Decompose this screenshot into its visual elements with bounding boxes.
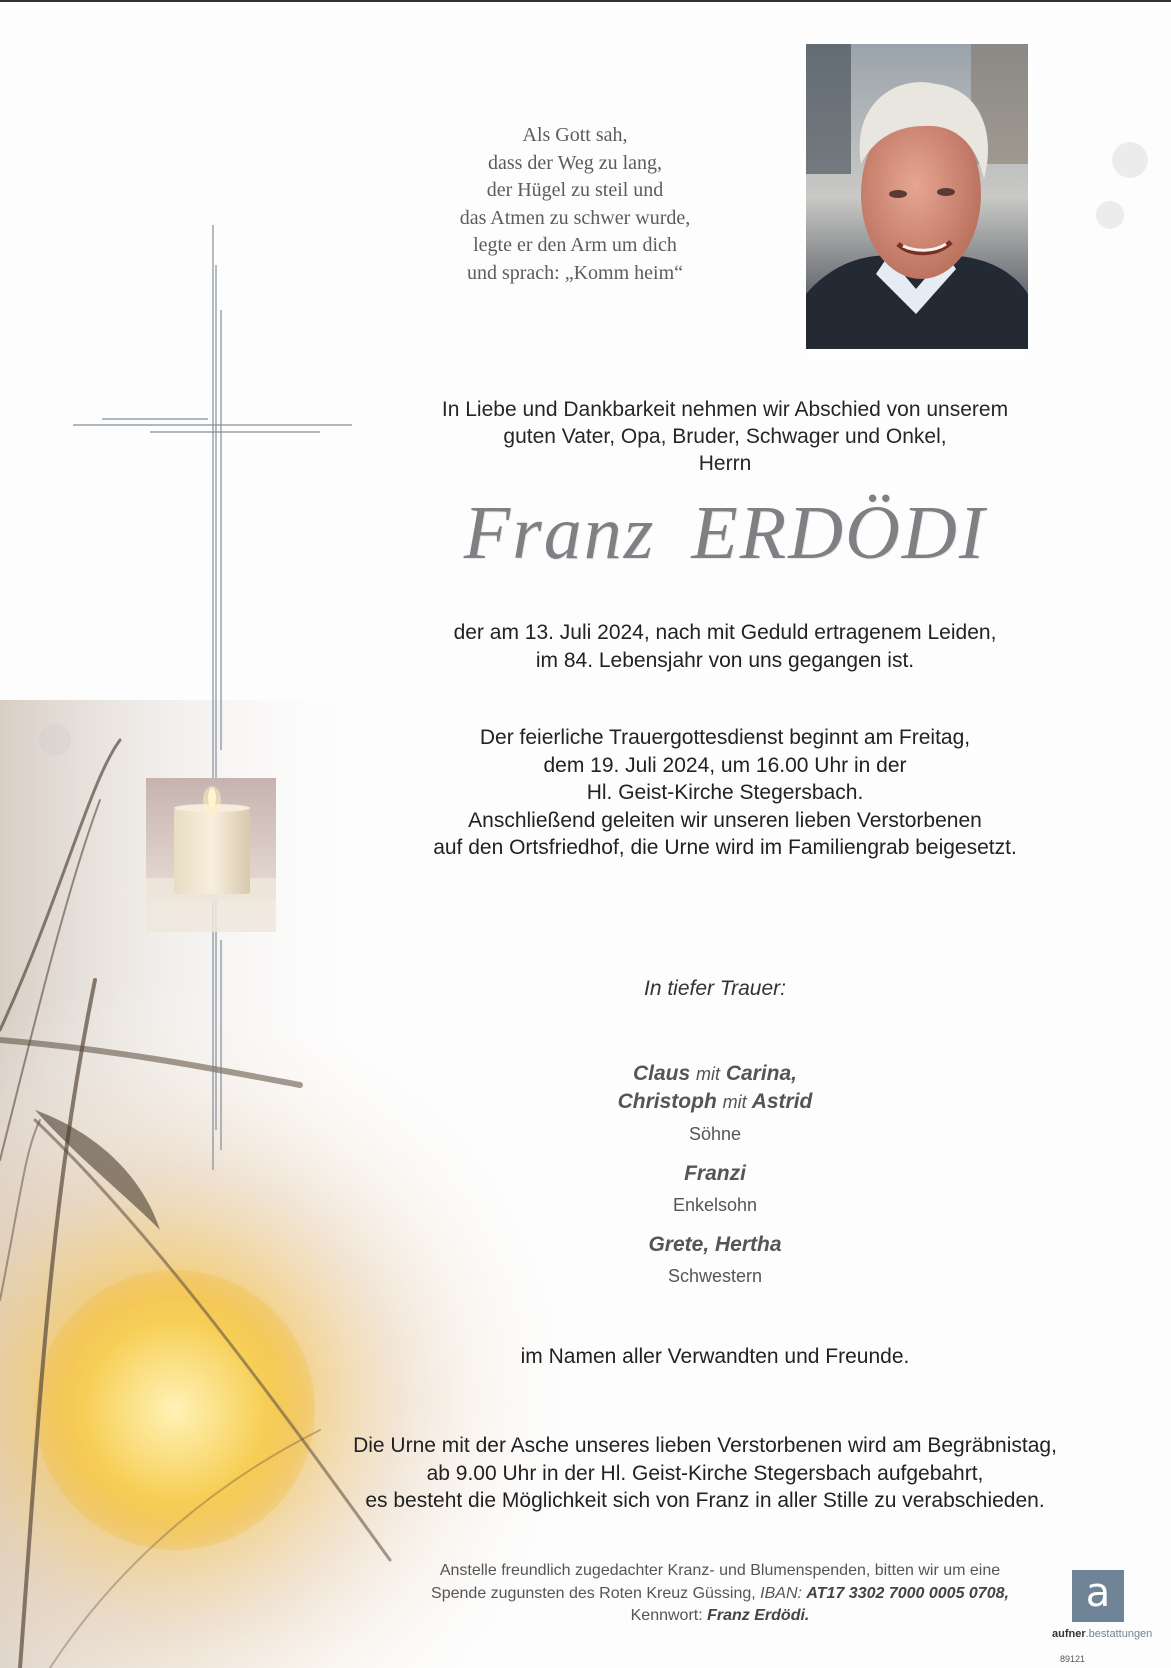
keyword-label: Kennwort: — [630, 1607, 703, 1624]
mourner-name: Claus — [632, 1062, 691, 1085]
service-line: auf den Ortsfriedhof, die Urne wird im Familiengrab beigesetzt. — [433, 836, 1017, 859]
urn-line: es besteht die Möglichkeit sich von Franz in aller Stille zu verabschieden. — [365, 1489, 1045, 1512]
donation-line — [340, 1605, 1100, 1628]
death-line: der am 13. Juli 2024, nach mit Geduld ertragenem Leiden, — [453, 621, 997, 644]
donation-request — [340, 1560, 1100, 1628]
death-line: im 84. Lebensjahr von uns gegangen ist. — [535, 648, 915, 672]
poem — [400, 122, 750, 288]
mourner-names — [350, 1088, 1080, 1116]
mourner-name: Grete, Hertha — [648, 1233, 782, 1256]
urn-line: Die Urne mit der Asche unseres lieben Verstorbenen wird am Begräbnistag, — [353, 1434, 1057, 1457]
poem-line: der Hügel zu steil und — [486, 179, 664, 202]
iban-value: AT17 3302 7000 0005 0708, — [806, 1584, 1009, 1602]
urn-notice — [290, 1432, 1120, 1515]
service-line: Der feierliche Trauergottesdienst beginnt am Freitag, — [479, 726, 971, 749]
intro-line: In Liebe und Dankbarkeit nehmen wir Abschied von unserem — [441, 398, 1009, 421]
grief-heading: In tiefer Trauer: — [644, 977, 786, 1000]
portrait-photo — [806, 44, 1028, 349]
death-details — [350, 619, 1100, 674]
mourner-role: Schwestern — [667, 1266, 763, 1286]
deceased-name — [350, 488, 1100, 578]
donation-line — [340, 1583, 1100, 1606]
service-line: Anschließend geleiten wir unseren lieben Verstorbenen — [468, 808, 982, 832]
mourner-name: Astrid — [751, 1090, 813, 1113]
intro-text — [350, 396, 1100, 477]
mourner-name: Carina, — [725, 1062, 798, 1085]
intro-line: guten Vater, Opa, Bruder, Schwager und Onkel, — [503, 425, 947, 448]
service-line: dem 19. Juli 2024, um 16.00 Uhr in der — [543, 753, 907, 777]
iban-label: IBAN: — [760, 1584, 802, 1602]
mit-word: mit — [722, 1092, 747, 1112]
poem-line: dass der Weg zu lang, — [487, 151, 663, 174]
candle-picture — [146, 778, 276, 932]
mourner-name: Franzi — [684, 1162, 746, 1185]
mit-word: mit — [695, 1064, 720, 1084]
mourner-role: Enkelsohn — [672, 1195, 758, 1215]
logo-wordmark — [1052, 1628, 1153, 1640]
donation-line: Anstelle freundlich zugedachter Kranz- und Blumenspenden, bitten wir um eine — [439, 1562, 1001, 1579]
sun-disc — [35, 1270, 315, 1550]
mourner-group-sons — [350, 1060, 1080, 1146]
mourner-group-grandson — [350, 1160, 1080, 1217]
first-name: Franz — [463, 491, 656, 575]
poem-line: legte er den Arm um dich — [473, 234, 677, 257]
poem-line: Als Gott sah, — [522, 124, 628, 146]
closing-line: im Namen aller Verwandten und Freunde. — [520, 1345, 910, 1368]
intro-line: Herrn — [698, 452, 752, 475]
last-name: ERDÖDI — [691, 491, 987, 575]
logo-letter: a — [1085, 1570, 1111, 1616]
logo-mark — [1072, 1570, 1124, 1622]
footer-code: 89121 — [1060, 1654, 1086, 1664]
mourner-name: Christoph — [617, 1090, 717, 1113]
poem-line: das Atmen zu schwer wurde, — [459, 206, 691, 229]
service-line: Hl. Geist-Kirche Stegersbach. — [586, 781, 864, 804]
keyword-value: Franz Erdödi. — [707, 1607, 810, 1624]
mourner-names — [350, 1060, 1080, 1088]
funeral-home-logo — [1052, 1570, 1153, 1640]
donation-text: Spende zugunsten des Roten Kreuz Güssing, — [431, 1584, 756, 1602]
poem-line: und sprach: „Komm heim“ — [466, 261, 684, 284]
mourners-list — [350, 1060, 1080, 1302]
mourner-role: Söhne — [688, 1124, 742, 1144]
urn-line: ab 9.00 Uhr in der Hl. Geist-Kirche Stegersbach aufgebahrt, — [426, 1461, 984, 1485]
funeral-service-details — [350, 724, 1100, 862]
logo-name-rest: .bestattungen — [1085, 1628, 1153, 1640]
logo-name-bold: aufner — [1052, 1628, 1086, 1640]
mourner-group-sisters — [350, 1231, 1080, 1288]
